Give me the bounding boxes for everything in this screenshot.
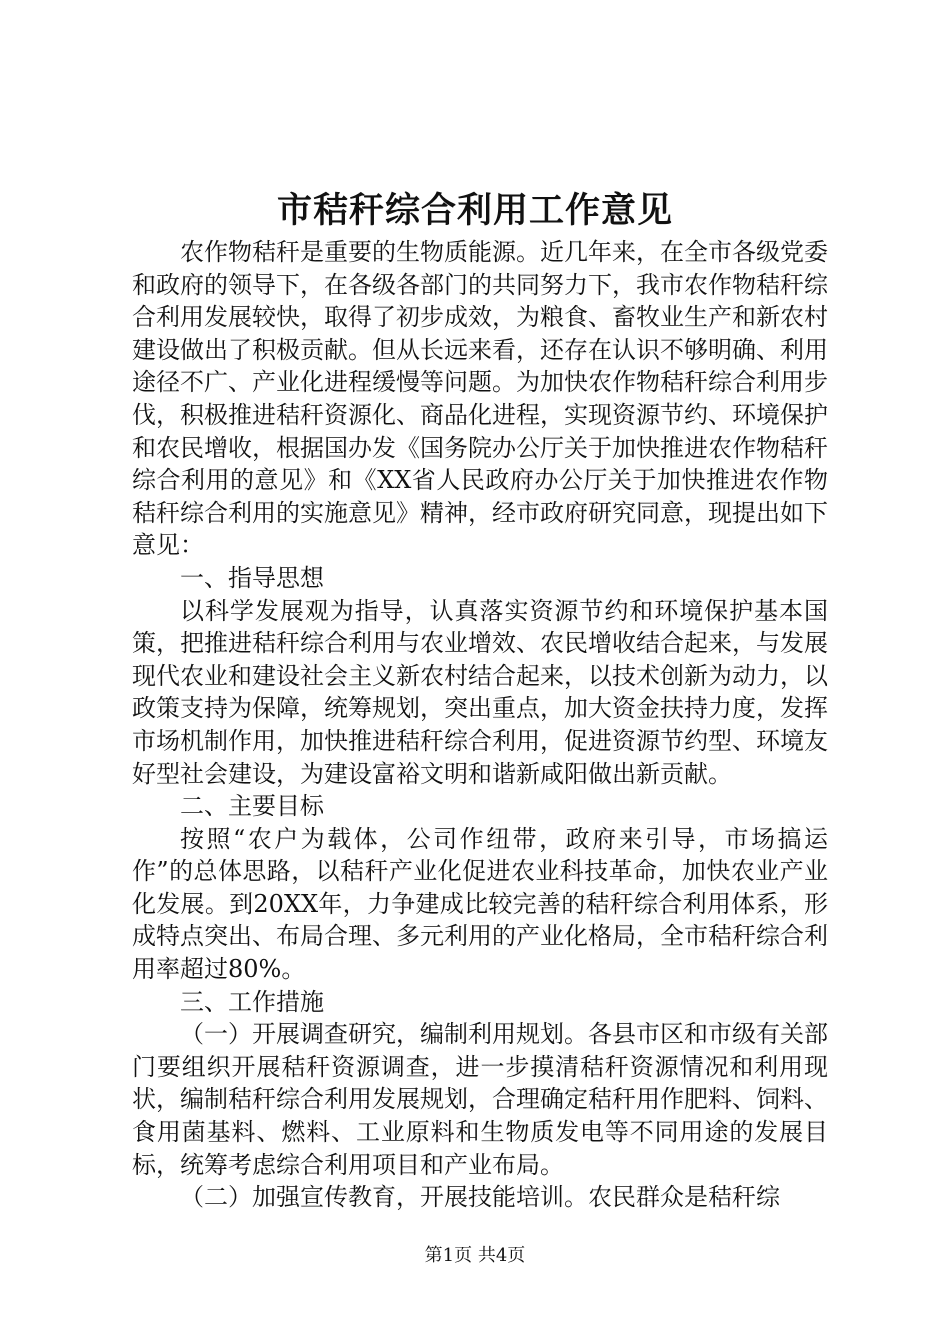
intro-paragraph: 农作物秸秆是重要的生物质能源。近几年来，在全市各级党委和政府的领导下，在各级各部门的共同努力下，我市农作物秸秆综合利用发展较快，取得了初步成效，为粮食、畜牧业生产和新农村建设做出了积极贡献。但从长远来看，还存在认识不够明确、利用途径不广、产业化进程缓慢等问题。为加快农作物秸秆综合利用步伐，积极推进秸秆资源化、商品化进程，实现资源节约、环境保护和农民增收，根据国办发《国务院办公厅关于加快推进农作物秸秆综合利用的意见》和《XX省人民政府办公厅关于加快推进农作物秸秆综合利用的实施意见》精神，经市政府研究同意，现提出如下意见： — [132, 238, 828, 560]
section-heading-guiding-ideology: 一、指导思想 — [180, 563, 324, 592]
measure-2-paragraph: （二）加强宣传教育，开展技能培训。农民群众是秸秆综 — [180, 1183, 780, 1212]
document-body — [132, 236, 828, 1214]
section-heading-work-measures: 三、工作措施 — [180, 987, 324, 1016]
page-footer: 第1页 共4页 — [424, 1245, 526, 1266]
section-heading-main-goals: 二、主要目标 — [180, 792, 324, 821]
guiding-ideology-paragraph: 以科学发展观为指导，认真落实资源节约和环境保护基本国策，把推进秸秆综合利用与农业增效、农民增收结合起来，与发展现代农业和建设社会主义新农村结合起来，以技术创新为动力，以政策支持为保障，统筹规划，突出重点，加大资金扶持力度，发挥市场机制作用，加快推进秸秆综合利用，促进资源节约型、环境友好型社会建设，为建设富裕文明和谐新咸阳做出新贡献。 — [132, 596, 828, 788]
document-title: 市秸秆综合利用工作意见 — [276, 190, 673, 231]
main-goals-paragraph: 按照“农户为载体，公司作纽带，政府来引导，市场搞运作”的总体思路，以秸秆产业化促进农业科技革命，加快农业产业化发展。到20XX年，力争建成比较完善的秸秆综合利用体系，形成特点突出、布局合理、多元利用的产业化格局，全市秸秆综合利用率超过80%。 — [132, 824, 828, 984]
measure-1-paragraph: （一）开展调查研究，编制利用规划。各县市区和市级有关部门要组织开展秸秆资源调查，进一步摸清秸秆资源情况和利用现状，编制秸秆综合利用发展规划，合理确定秸秆用作肥料、饲料、食用菌基料、燃料、工业原料和生物质发电等不同用途的发展目标，统筹考虑综合利用项目和产业布局。 — [132, 1020, 828, 1179]
